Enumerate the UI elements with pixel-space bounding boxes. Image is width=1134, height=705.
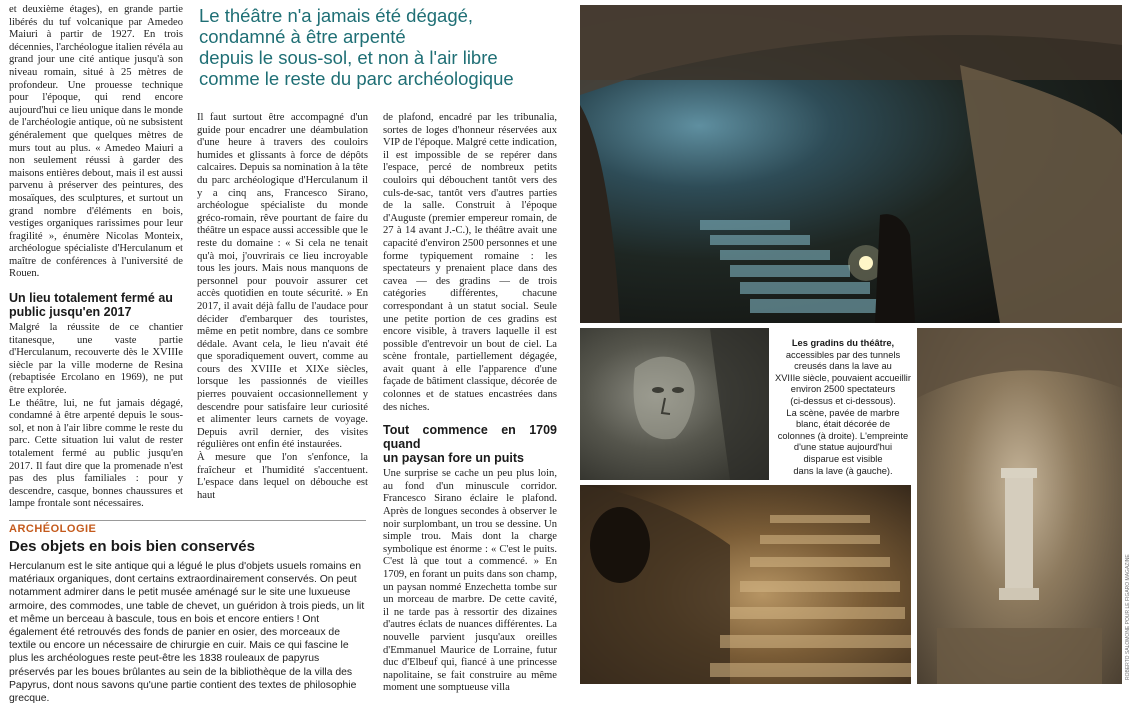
pull-quote: Le théâtre n'a jamais été dégagé, condamné à être arpenté depuis le sous-sol, et non à l'air libre comme le reste du parc archéologique (199, 5, 514, 89)
statue-imprint-photo (580, 328, 769, 480)
photo-credit: ROBERTO SALOMONE POUR LE FIGARO MAGAZINE (1125, 554, 1131, 680)
section-heading-public: Un lieu totalement fermé au public jusqu'en 2017 (9, 291, 173, 320)
theatre-tunnel-photo (580, 5, 1122, 323)
section-heading-puits: Tout commence en 1709 quand un paysan fore un puits (383, 423, 557, 466)
box-text: Herculanum est le site antique qui a légué le plus d'objets usuels romains en matériaux organiques, dont certains extraordinairement conservés. On peut notamment admirer dans le petit musée aménagé sur le site une luxueuse armoire, des commodes, une table de chevet, un guéridon à trois pieds, un lit et même un berceau à bascule, tous en bois et encore entiers ! Ont également été retrouvés des fonds de panier en osier, des morceaux de textile ou encore un nécessaire de chirurgie en cuir. Mais ce qui fascine le plus les archéologues reste peut-être les 1838 rouleaux de papyrus préservés par les boues brûlantes au sein de la bibliothèque de la villa des Papyrus, dont nous savons qu'une partie contient des textes de philosophie grecque. (9, 561, 365, 705)
column-photo (917, 328, 1122, 684)
gradins-photo (580, 485, 911, 684)
photo-caption (775, 338, 911, 477)
box-kicker: ARCHÉOLOGIE (9, 523, 97, 535)
column-1 (9, 4, 183, 511)
caption-title: Les gradins du théâtre, (791, 338, 895, 348)
col3-paragraph: Une surprise se cache un peu plus loin, au fond d'un minuscule corridor. Francesco Sirano éclaire le plafond. Après de longues secondes à observer le noir surplombant, un trou se dessine. Un simple trou. Mais dont la charge symbolique est énorme : « C'est le puits. C'est là que tout a commencé. » En 1709, en forant un puits dans son champ, un paysan nommé Enzechetta tombe sur un morceau de marbre. De cette cavité, il ne tarde pas à ressortir des dizaines d'autres éclats de nuances différentes. La nouvelle parvient jusqu'aux oreilles d'Emmanuel Maurice de Lorraine, futur duc d'Elbeuf qui, fiancé à une princesse napolitaine, se fait construire au même moment une somptueuse villa (383, 468, 557, 694)
caption-text: accessibles par des tunnels creusés dans la lave au XVIIIe siècle, pouvaient accueillir environ 2500 spectateurs (ci-dessus et ci-dessous). La scène, pavée de marbre blanc, était décorée de colonnes (à droite). L'empreinte d'une statue aujourd'hui disparue est visible dans la lave (à gauche). (775, 349, 911, 476)
col1-paragraph: Le théâtre, lui, ne fut jamais dégagé, condamné à être arpenté depuis le sous-sol, et non à l'air libre comme le reste du parc. Cette situation lui valut de rester totalement fermé au public jusqu'en 2017. Il faut dire que la promenade n'est pas des plus familiales : pour y descendre, casque, bonnes chaussures et lampe frontale sont nécessaires. (9, 397, 183, 510)
column-2 (197, 112, 368, 502)
col1-paragraph: Malgré la réussite de ce chantier titanesque, une vaste partie d'Herculanum, recouverte dès le XVIIIe siècle par la ville moderne de Resina (rebaptisée Ercolano en 1969), ne put être explorée. (9, 322, 183, 397)
box-top-rule (9, 520, 366, 521)
box-title: Des objets en bois bien conservés (9, 538, 255, 555)
col2-paragraph: À mesure que l'on s'enfonce, la fraîcheur et l'humidité s'accentuent. L'espace dans lequel on débouche est haut (197, 452, 368, 501)
col1-paragraph: et deuxième étages), en grande partie libérés du tuf volcanique par Amedeo Maiuri à partir de 1927. En trois décennies, l'archéologue italien révéla au grand jour une cité antique jusqu'à son niveau romain, situé à 25 mètres de profondeur. Une prouesse technique pour l'époque, qui rend encore aujourd'hui ce lieu unique dans le monde de l'archéologie antique, où ne subsistent généralement que quelques mètres de murs tout au plus. « Amedeo Maiuri a non seulement réussi à garder des maisons entières debout, mais il est aussi parvenu à préserver des peintures, des mosaïques, des sculptures, et surtout un grand nombre d'éléments en bois, vestiges organiques rarissimes pour leur fragilité », énumère Nicolas Monteix, archéologue spécialiste d'Herculanum et maître de conférences à l'université de Rouen. (9, 4, 183, 280)
col2-paragraph: Il faut surtout être accompagné d'un guide pour encadrer une déambulation d'une heure à travers des couloirs humides et glissants à force de dépôts calcaires. Depuis sa nomination à la tête du parc archéologique d'Herculanum il y a cinq ans, Francesco Sirano, archéologue spécialiste du monde gréco-romain, rêve pourtant de faire du théâtre un espace aussi accessible que le reste du domaine : « Si cela ne tenait qu'à moi, j'ouvrirais ce lieu incroyable tous les jours. Mais nous manquons de personnel pour pouvoir assurer cet accès quotidien en toute sécurité. » En 2017, il avait déjà fallu de l'audace pour décider d'embarquer des touristes, même en petit nombre, dans ce sombre dédale. Avant cela, le lieu n'avait été que sporadiquement ouvert, comme au cours des XVIIIe et XIXe siècles, lorsque les passionnés de vieilles pierres pouvaient occasionnellement y descendre pour satisfaire leur curiosité et alimenter leurs carnets de voyage. Depuis avril dernier, des visites régulières ont enfin été instaurées. (197, 112, 368, 451)
archeologie-box (9, 523, 369, 705)
col3-paragraph: de plafond, encadré par les tribunalia, sortes de loges d'honneur réservées aux VIP de l'époque. Malgré cette indication, il est impossible de se repérer dans l'espace, percé de nombreux petits couloirs qui débouchent tantôt vers des culs-de-sac, tantôt vers d'autres parties de la salle. Construit à l'époque d'Auguste (premier empereur romain, de 27 à 14 avant J.-C.), le théâtre avait une capacité d'environ 2500 personnes et une forme typiquement romaine : les spectateurs y prenaient place dans des cavea — des gradins — de trois catégories différentes, chacune correspondant à un statut social. Seule une petite portion de ces gradins est encore visible, à travers laquelle il est possible d'entrevoir un bout de ciel. La scène frontale, partiellement dégagée, avait quant à elle l'apparence d'une façade de bâtiment classique, décorée de colonnes et de statues encastrées dans des niches. (383, 112, 557, 413)
column-3 (383, 112, 557, 695)
